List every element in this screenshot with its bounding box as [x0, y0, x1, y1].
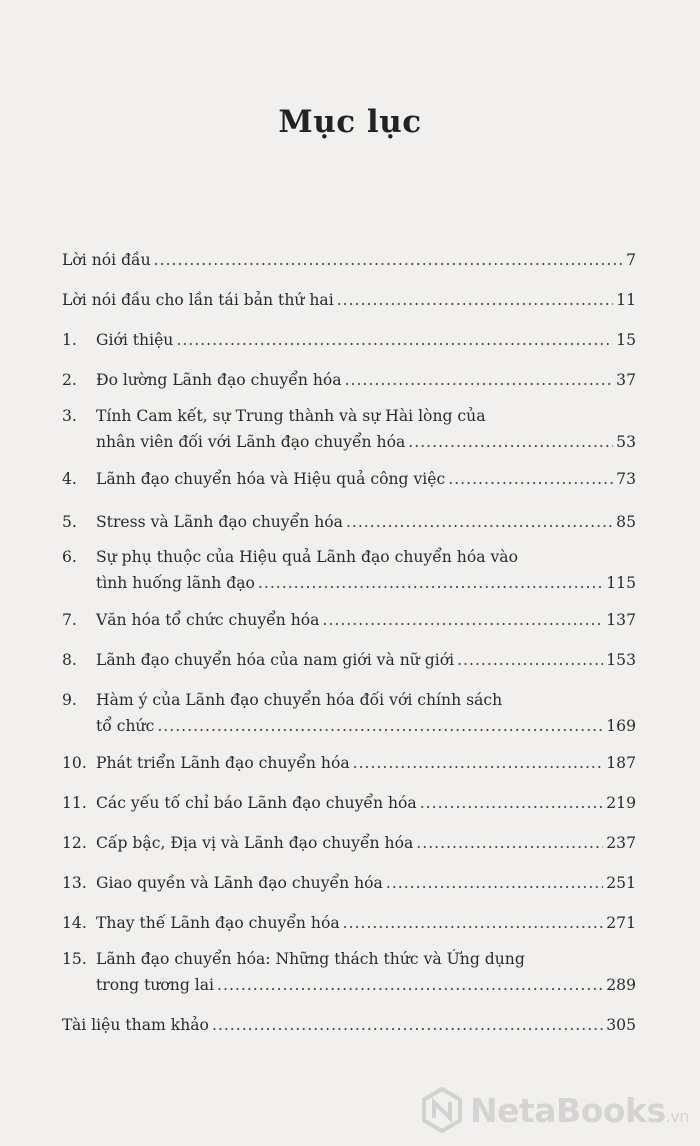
toc-page-number: 251 — [606, 874, 636, 892]
toc-chapter-number: 7. — [62, 611, 77, 629]
toc-page-number: 219 — [606, 794, 636, 812]
toc-entry-line — [62, 544, 636, 570]
toc-entry-line — [62, 687, 636, 713]
toc-entry-line — [62, 367, 636, 393]
toc-page-number: 169 — [606, 717, 636, 735]
toc-page-number: 11 — [616, 291, 636, 309]
toc-chapter-number: 12. — [62, 834, 87, 852]
toc-page-number: 305 — [606, 1016, 636, 1034]
toc-entry-title: Lời nói đầu — [62, 251, 151, 269]
toc-entry-title: tình huống lãnh đạo — [96, 574, 255, 592]
dot-leader — [157, 713, 603, 739]
toc-entry-title: Stress và Lãnh đạo chuyển hóa — [96, 513, 343, 531]
toc-entry — [62, 1012, 636, 1038]
toc-chapter-number: 4. — [62, 470, 77, 488]
toc-entry — [62, 687, 636, 739]
watermark-suffix: .vn — [665, 1106, 689, 1126]
toc-entry — [62, 946, 636, 998]
toc-entry-line — [62, 1012, 636, 1038]
dot-leader — [408, 429, 613, 455]
toc-entry-line — [62, 870, 636, 896]
dot-leader — [154, 247, 623, 273]
toc-entry-line — [62, 327, 636, 353]
toc-entry-title: Thay thế Lãnh đạo chuyển hóa — [96, 914, 340, 932]
dot-leader — [386, 870, 603, 896]
dot-leader — [457, 647, 603, 673]
toc-entry-title: Giới thiệu — [96, 331, 174, 349]
dot-leader — [416, 830, 603, 856]
toc-entry-line — [62, 713, 636, 739]
toc-chapter-number: 11. — [62, 794, 87, 812]
toc-page-number: 7 — [626, 251, 636, 269]
toc-chapter-number: 14. — [62, 914, 87, 932]
toc-page-number: 37 — [616, 371, 636, 389]
toc-chapter-number: 6. — [62, 548, 77, 566]
dot-leader — [346, 509, 613, 535]
toc-chapter-number: 13. — [62, 874, 87, 892]
toc-page-number: 237 — [606, 834, 636, 852]
toc-page-number: 53 — [616, 433, 636, 451]
toc-entry-line — [62, 287, 636, 313]
toc-entry-title: Lãnh đạo chuyển hóa: Những thách thức và Ứng dụng — [96, 950, 525, 968]
toc-chapter-number: 1. — [62, 331, 77, 349]
toc-chapter-number: 3. — [62, 407, 77, 425]
toc-entry-title: Hàm ý của Lãnh đạo chuyển hóa đối với chính sách — [96, 691, 503, 709]
toc-page-number: 187 — [606, 754, 636, 772]
toc-entry — [62, 327, 636, 353]
toc-entry-line — [62, 247, 636, 273]
toc-entry — [62, 750, 636, 776]
toc-entry-line — [62, 972, 636, 998]
toc-entry-title: Tài liệu tham khảo — [62, 1016, 209, 1034]
dot-leader — [217, 972, 603, 998]
toc-chapter-number: 2. — [62, 371, 77, 389]
toc-page-number: 153 — [606, 651, 636, 669]
watermark — [418, 1080, 698, 1140]
dot-leader — [353, 750, 604, 776]
watermark-brand: NetaBooks — [470, 1090, 666, 1130]
toc-entry-line — [62, 570, 636, 596]
toc-entry-line — [62, 403, 636, 429]
toc-entry — [62, 830, 636, 856]
toc-chapter-number: 15. — [62, 950, 87, 968]
dot-leader — [212, 1012, 603, 1038]
toc-entry-line — [62, 830, 636, 856]
toc-entry — [62, 647, 636, 673]
dot-leader — [258, 570, 603, 596]
toc-entry — [62, 607, 636, 633]
toc-chapter-number: 8. — [62, 651, 77, 669]
toc-entry-title: Lời nói đầu cho lần tái bản thứ hai — [62, 291, 334, 309]
toc-entry-title: Phát triển Lãnh đạo chuyển hóa — [96, 754, 350, 772]
dot-leader — [420, 790, 604, 816]
toc-entry-title: tổ chức — [96, 717, 155, 735]
toc-page-number: 137 — [606, 611, 636, 629]
toc-entry-line — [62, 509, 636, 535]
toc-entry-line — [62, 466, 636, 492]
toc-page-number: 271 — [606, 914, 636, 932]
page-title: Mục lục — [278, 104, 422, 140]
toc-entry-line — [62, 607, 636, 633]
toc-entry — [62, 287, 636, 313]
dot-leader — [343, 910, 604, 936]
toc-entry — [62, 910, 636, 936]
toc-page-number: 115 — [606, 574, 636, 592]
toc-entry-title: Cấp bậc, Địa vị và Lãnh đạo chuyển hóa — [96, 834, 414, 852]
toc-entry-title: trong tương lai — [96, 976, 215, 994]
toc-page-number: 15 — [616, 331, 636, 349]
toc-chapter-number: 5. — [62, 513, 77, 531]
dot-leader — [322, 607, 603, 633]
toc-page-number: 289 — [606, 976, 636, 994]
watermark-text — [470, 1091, 689, 1130]
dot-leader — [337, 287, 613, 313]
toc-entry-title: Sự phụ thuộc của Hiệu quả Lãnh đạo chuyển hóa vào — [96, 548, 518, 566]
toc-entry-title: Lãnh đạo chuyển hóa của nam giới và nữ giới — [96, 651, 455, 669]
toc-entry-line — [62, 750, 636, 776]
toc-entry-line — [62, 910, 636, 936]
toc-entry-title: Lãnh đạo chuyển hóa và Hiệu quả công việc — [96, 470, 446, 488]
toc-entry-line — [62, 647, 636, 673]
toc-entry — [62, 403, 636, 455]
toc-entry — [62, 466, 636, 492]
dot-leader — [176, 327, 613, 353]
toc-chapter-number: 10. — [62, 754, 87, 772]
toc-page-number: 85 — [616, 513, 636, 531]
toc-entry-title: Đo lường Lãnh đạo chuyển hóa — [96, 371, 342, 389]
toc-entry — [62, 544, 636, 596]
toc-entry-line — [62, 429, 636, 455]
toc-entry-line — [62, 946, 636, 972]
toc-entry-title: Giao quyền và Lãnh đạo chuyển hóa — [96, 874, 383, 892]
toc-entry-title: Tính Cam kết, sự Trung thành và sự Hài lòng của — [96, 407, 486, 425]
dot-leader — [448, 466, 613, 492]
toc-entry-line — [62, 790, 636, 816]
toc-entry — [62, 247, 636, 273]
toc-entry-title: nhân viên đối với Lãnh đạo chuyển hóa — [96, 433, 406, 451]
toc-entry-title: Văn hóa tổ chức chuyển hóa — [96, 611, 320, 629]
toc-entry — [62, 870, 636, 896]
toc-entry — [62, 509, 636, 535]
toc-entry — [62, 790, 636, 816]
toc-page-number: 73 — [616, 470, 636, 488]
netabooks-logo-icon — [418, 1086, 466, 1134]
toc-entry-title: Các yếu tố chỉ báo Lãnh đạo chuyển hóa — [96, 794, 417, 812]
toc-chapter-number: 9. — [62, 691, 77, 709]
toc-entry — [62, 367, 636, 393]
dot-leader — [345, 367, 614, 393]
